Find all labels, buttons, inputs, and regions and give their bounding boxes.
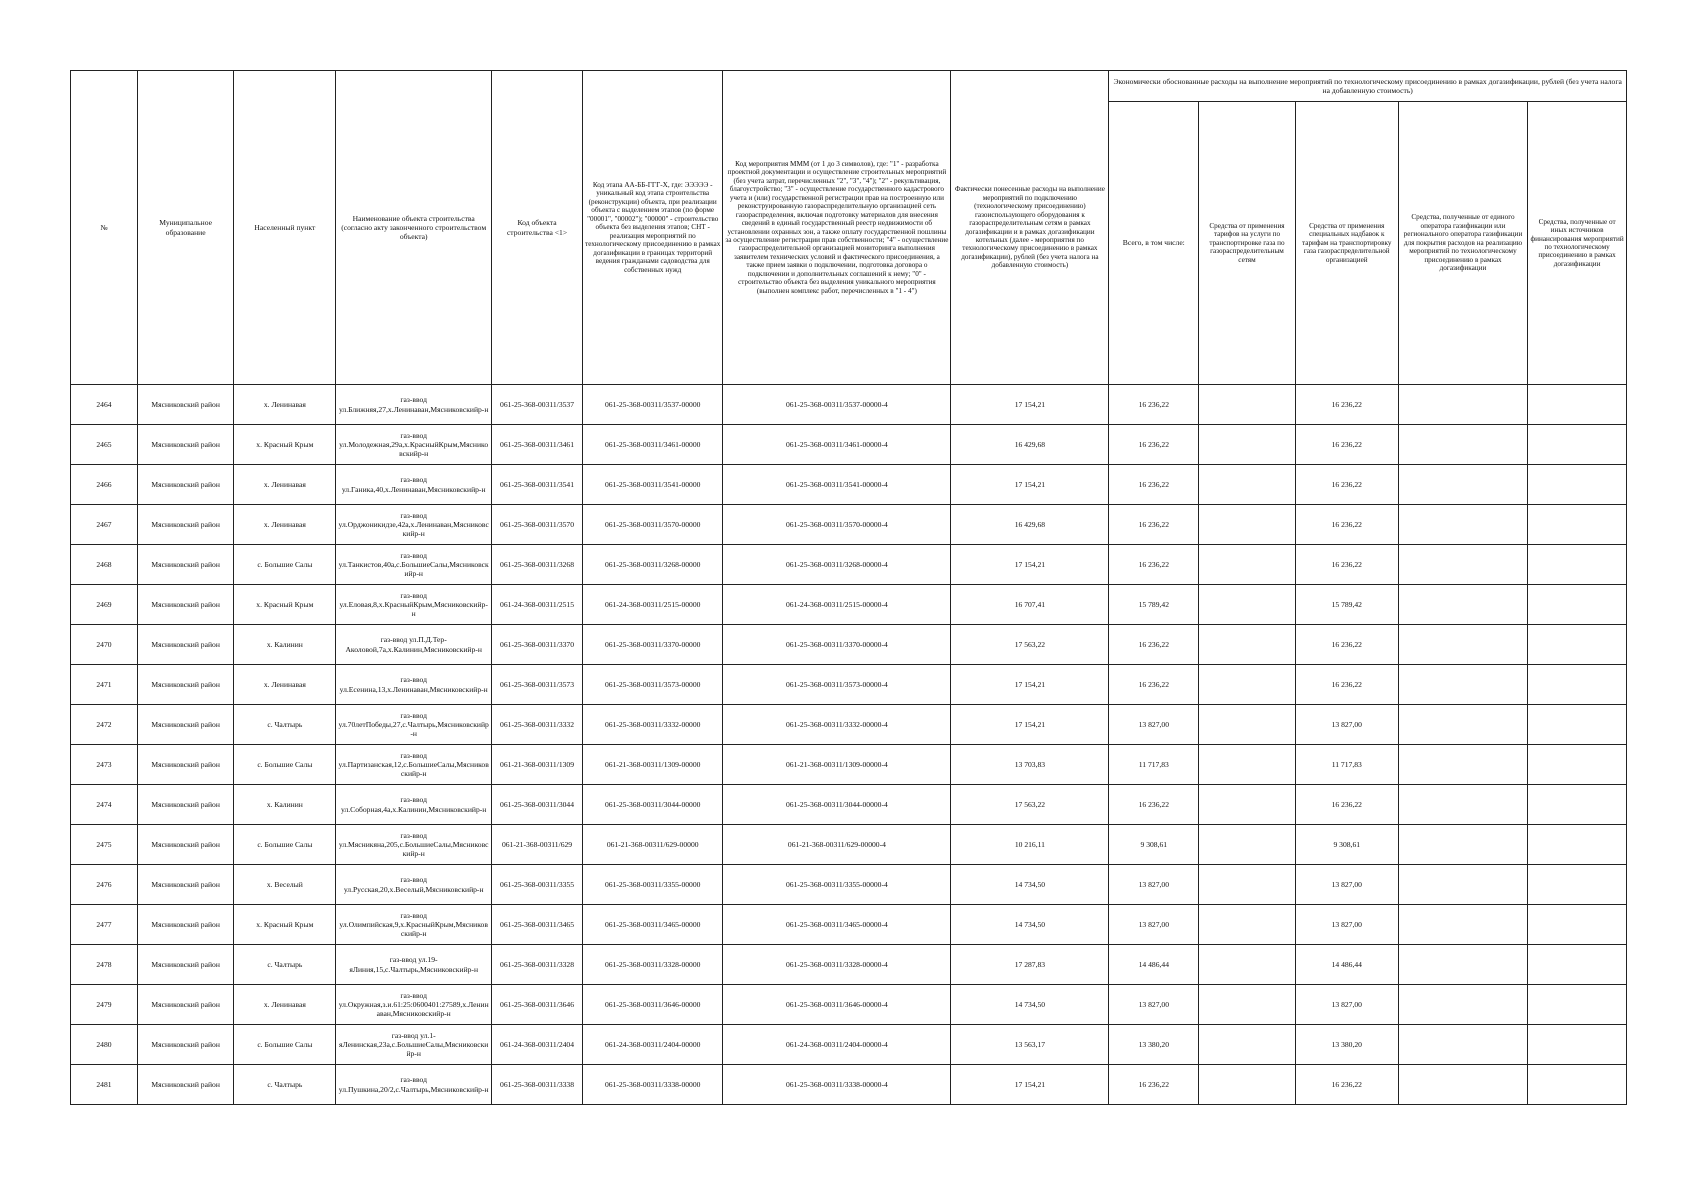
cell-surcharge-funds: 14 486,44 xyxy=(1295,945,1398,985)
cell-municipality: Мясниковский район xyxy=(137,745,233,785)
header-settlement: Населенный пункт xyxy=(234,71,336,385)
cell-stage-code: 061-25-368-00311/3332-00000 xyxy=(583,705,723,745)
cell-settlement: х. Ленинавая xyxy=(234,385,336,425)
cell-operator-funds xyxy=(1398,985,1527,1025)
table-row xyxy=(71,705,1627,745)
cell-surcharge-funds: 11 717,83 xyxy=(1295,745,1398,785)
cell-stage-code: 061-25-368-00311/3570-00000 xyxy=(583,505,723,545)
cell-settlement: с. Чалтырь xyxy=(234,705,336,745)
cell-operator-funds xyxy=(1398,545,1527,585)
cell-actual-costs: 17 154,21 xyxy=(951,545,1109,585)
cell-num: 2481 xyxy=(71,1065,138,1105)
cell-object-name: газ-ввод ул.Соборная,4а,х.Калинин,Мясниковскийр-н xyxy=(336,785,492,825)
cell-operator-funds xyxy=(1398,865,1527,905)
cell-operator-funds xyxy=(1398,745,1527,785)
cell-other-funds xyxy=(1528,945,1627,985)
header-object-name: Наименование объекта строительства (согласно акту законченного строительством объекта) xyxy=(336,71,492,385)
cell-settlement: х. Калинин xyxy=(234,785,336,825)
cell-other-funds xyxy=(1528,745,1627,785)
cell-total: 16 236,22 xyxy=(1109,505,1199,545)
cell-other-funds xyxy=(1528,545,1627,585)
cell-object-code: 061-25-368-00311/3465 xyxy=(492,905,583,945)
cell-other-funds xyxy=(1528,425,1627,465)
table-row xyxy=(71,425,1627,465)
cell-actual-costs: 13 703,83 xyxy=(951,745,1109,785)
cell-stage-code: 061-25-368-00311/3646-00000 xyxy=(583,985,723,1025)
cell-event-code: 061-25-368-00311/3646-00000-4 xyxy=(723,985,951,1025)
cell-object-name: газ-ввод ул.Мясникяна,205,с.БольшиеСалы,Мясниковскийр-н xyxy=(336,825,492,865)
table-row xyxy=(71,385,1627,425)
cell-actual-costs: 17 154,21 xyxy=(951,465,1109,505)
table-row xyxy=(71,585,1627,625)
cell-object-name: газ-ввод ул.П.Д.Тер-Аколовой,7а,х.Калинин,Мясниковскийр-н xyxy=(336,625,492,665)
cell-operator-funds xyxy=(1398,1025,1527,1065)
cell-total: 14 486,44 xyxy=(1109,945,1199,985)
table-row xyxy=(71,985,1627,1025)
cell-tariff-funds xyxy=(1199,625,1295,665)
cell-municipality: Мясниковский район xyxy=(137,1065,233,1105)
cell-total: 13 827,00 xyxy=(1109,905,1199,945)
cell-object-code: 061-25-368-00311/3541 xyxy=(492,465,583,505)
cell-total: 13 380,20 xyxy=(1109,1025,1199,1065)
cell-operator-funds xyxy=(1398,705,1527,745)
cell-event-code: 061-25-368-00311/3268-00000-4 xyxy=(723,545,951,585)
cell-settlement: х. Ленинавая xyxy=(234,985,336,1025)
cell-actual-costs: 17 154,21 xyxy=(951,385,1109,425)
cell-object-name: газ-ввод ул.Олимпийская,9,х.КрасныйКрым,Мясниковскийр-н xyxy=(336,905,492,945)
cell-municipality: Мясниковский район xyxy=(137,865,233,905)
cell-settlement: х. Веселый xyxy=(234,865,336,905)
cell-surcharge-funds: 16 236,22 xyxy=(1295,785,1398,825)
cell-num: 2466 xyxy=(71,465,138,505)
cell-actual-costs: 14 734,50 xyxy=(951,865,1109,905)
cell-event-code: 061-24-368-00311/2515-00000-4 xyxy=(723,585,951,625)
table-header xyxy=(71,71,1627,385)
cell-object-name: газ-ввод ул.Есенина,13,х.Ленинаван,Мясниковскийр-н xyxy=(336,665,492,705)
header-num: № xyxy=(71,71,138,385)
cell-tariff-funds xyxy=(1199,825,1295,865)
cell-object-name: газ-ввод ул.Танкистов,40а,с.БольшиеСалы,Мясниковскийр-н xyxy=(336,545,492,585)
cell-event-code: 061-24-368-00311/2404-00000-4 xyxy=(723,1025,951,1065)
cell-stage-code: 061-24-368-00311/2515-00000 xyxy=(583,585,723,625)
cell-total: 15 789,42 xyxy=(1109,585,1199,625)
cell-other-funds xyxy=(1528,465,1627,505)
cell-municipality: Мясниковский район xyxy=(137,1025,233,1065)
cell-other-funds xyxy=(1528,625,1627,665)
cell-operator-funds xyxy=(1398,465,1527,505)
cell-object-code: 061-25-368-00311/3461 xyxy=(492,425,583,465)
cell-municipality: Мясниковский район xyxy=(137,385,233,425)
cell-num: 2476 xyxy=(71,865,138,905)
cell-stage-code: 061-25-368-00311/3461-00000 xyxy=(583,425,723,465)
cell-object-code: 061-25-368-00311/3646 xyxy=(492,985,583,1025)
header-tariff-funds: Средства от применения тарифов на услуги по транспортировке газа по газораспределительным сетям xyxy=(1199,102,1295,385)
cell-actual-costs: 17 563,22 xyxy=(951,785,1109,825)
cell-settlement: с. Большие Салы xyxy=(234,545,336,585)
cell-actual-costs: 17 154,21 xyxy=(951,1065,1109,1105)
cell-stage-code: 061-21-368-00311/629-00000 xyxy=(583,825,723,865)
cell-object-code: 061-21-368-00311/629 xyxy=(492,825,583,865)
cell-actual-costs: 14 734,50 xyxy=(951,985,1109,1025)
cell-tariff-funds xyxy=(1199,465,1295,505)
table-row xyxy=(71,465,1627,505)
cell-settlement: с. Чалтырь xyxy=(234,945,336,985)
table-row xyxy=(71,625,1627,665)
cell-municipality: Мясниковский район xyxy=(137,985,233,1025)
cell-settlement: х. Красный Крым xyxy=(234,585,336,625)
cell-object-code: 061-25-368-00311/3268 xyxy=(492,545,583,585)
cell-tariff-funds xyxy=(1199,425,1295,465)
cell-object-name: газ-ввод ул.Ганика,40,х.Ленинаван,Мясниковскийр-н xyxy=(336,465,492,505)
cell-object-code: 061-21-368-00311/1309 xyxy=(492,745,583,785)
cell-surcharge-funds: 13 827,00 xyxy=(1295,985,1398,1025)
cell-event-code: 061-21-368-00311/1309-00000-4 xyxy=(723,745,951,785)
table-body xyxy=(71,385,1627,1105)
table-row xyxy=(71,665,1627,705)
cell-total: 16 236,22 xyxy=(1109,785,1199,825)
cell-object-code: 061-25-368-00311/3044 xyxy=(492,785,583,825)
cell-municipality: Мясниковский район xyxy=(137,785,233,825)
cell-operator-funds xyxy=(1398,905,1527,945)
header-actual-costs: Фактически понесенные расходы на выполнение мероприятий по подключению (технологическому присоединению) газоиспользующего оборудования к газораспределительным сетям в рамках догазификации и в рамках догазификации котельных (далее - мероприятия по технологическому присоединению в рамках догазификации), рублей (без учета налога на добавленную стоимость) xyxy=(951,71,1109,385)
cell-other-funds xyxy=(1528,985,1627,1025)
header-operator-funds: Средства, полученные от единого оператора газификации или регионального оператора газификации для покрытия расходов на реализацию мероприятий по технологическому присоединению в рамках догазификации xyxy=(1398,102,1527,385)
header-municipality: Муниципальное образование xyxy=(137,71,233,385)
cell-object-name: газ-ввод ул.Партизанская,12,с.БольшиеСалы,Мясниковскийр-н xyxy=(336,745,492,785)
cell-num: 2480 xyxy=(71,1025,138,1065)
cell-settlement: с. Большие Салы xyxy=(234,1025,336,1065)
cell-actual-costs: 17 563,22 xyxy=(951,625,1109,665)
cell-municipality: Мясниковский район xyxy=(137,425,233,465)
cell-num: 2472 xyxy=(71,705,138,745)
cell-object-code: 061-25-368-00311/3328 xyxy=(492,945,583,985)
cell-total: 16 236,22 xyxy=(1109,545,1199,585)
cell-total: 13 827,00 xyxy=(1109,865,1199,905)
cell-stage-code: 061-25-368-00311/3465-00000 xyxy=(583,905,723,945)
cell-tariff-funds xyxy=(1199,585,1295,625)
cell-surcharge-funds: 13 827,00 xyxy=(1295,865,1398,905)
cell-total: 11 717,83 xyxy=(1109,745,1199,785)
cell-num: 2477 xyxy=(71,905,138,945)
cell-tariff-funds xyxy=(1199,705,1295,745)
cell-operator-funds xyxy=(1398,625,1527,665)
cell-other-funds xyxy=(1528,825,1627,865)
cell-settlement: с. Большие Салы xyxy=(234,745,336,785)
cell-object-name: газ-ввод ул.Еловая,8,х.КрасныйКрым,Мясниковскийр-н xyxy=(336,585,492,625)
cell-actual-costs: 17 154,21 xyxy=(951,705,1109,745)
cell-operator-funds xyxy=(1398,785,1527,825)
table-row xyxy=(71,545,1627,585)
cell-surcharge-funds: 13 827,00 xyxy=(1295,905,1398,945)
cell-object-code: 061-25-368-00311/3355 xyxy=(492,865,583,905)
cell-surcharge-funds: 9 308,61 xyxy=(1295,825,1398,865)
cell-stage-code: 061-25-368-00311/3268-00000 xyxy=(583,545,723,585)
cell-operator-funds xyxy=(1398,945,1527,985)
cell-tariff-funds xyxy=(1199,865,1295,905)
cell-stage-code: 061-24-368-00311/2404-00000 xyxy=(583,1025,723,1065)
cell-total: 16 236,22 xyxy=(1109,665,1199,705)
cell-tariff-funds xyxy=(1199,945,1295,985)
cell-surcharge-funds: 16 236,22 xyxy=(1295,665,1398,705)
cell-other-funds xyxy=(1528,865,1627,905)
cell-operator-funds xyxy=(1398,825,1527,865)
cell-actual-costs: 14 734,50 xyxy=(951,905,1109,945)
cell-total: 16 236,22 xyxy=(1109,425,1199,465)
cell-municipality: Мясниковский район xyxy=(137,705,233,745)
cell-municipality: Мясниковский район xyxy=(137,825,233,865)
table-row xyxy=(71,1065,1627,1105)
cell-settlement: х. Ленинавая xyxy=(234,505,336,545)
cell-object-code: 061-24-368-00311/2515 xyxy=(492,585,583,625)
cell-object-name: газ-ввод ул.Русская,20,х.Веселый,Мясниковскийр-н xyxy=(336,865,492,905)
cell-surcharge-funds: 16 236,22 xyxy=(1295,385,1398,425)
cell-object-name: газ-ввод ул.70летПобеды,27,с.Чалтырь,Мясниковскийр-н xyxy=(336,705,492,745)
cell-object-name: газ-ввод ул.Орджоникидзе,42а,х.Ленинаван,Мясниковскийр-н xyxy=(336,505,492,545)
cell-num: 2475 xyxy=(71,825,138,865)
cell-object-name: газ-ввод ул.Пушкина,20/2,с.Чалтырь,Мясниковскийр-н xyxy=(336,1065,492,1105)
cell-object-code: 061-24-368-00311/2404 xyxy=(492,1025,583,1065)
cell-actual-costs: 13 563,17 xyxy=(951,1025,1109,1065)
cell-object-name: газ-ввод ул.Ближняя,27,х.Ленинаван,Мясниковскийр-н xyxy=(336,385,492,425)
cell-num: 2469 xyxy=(71,585,138,625)
cell-object-code: 061-25-368-00311/3338 xyxy=(492,1065,583,1105)
cell-event-code: 061-25-368-00311/3573-00000-4 xyxy=(723,665,951,705)
cell-tariff-funds xyxy=(1199,985,1295,1025)
table-row xyxy=(71,865,1627,905)
cell-object-name: газ-ввод ул.1-яЛенинская,23а,с.БольшиеСалы,Мясниковскийр-н xyxy=(336,1025,492,1065)
cell-stage-code: 061-25-368-00311/3328-00000 xyxy=(583,945,723,985)
document-sheet xyxy=(70,70,1627,1105)
cell-num: 2471 xyxy=(71,665,138,705)
cell-tariff-funds xyxy=(1199,665,1295,705)
header-surcharge-funds: Средства от применения специальных надбавок к тарифам на транспортировку газа газораспределительной организацией xyxy=(1295,102,1398,385)
cell-other-funds xyxy=(1528,385,1627,425)
cell-settlement: х. Калинин xyxy=(234,625,336,665)
cell-other-funds xyxy=(1528,1065,1627,1105)
cell-settlement: х. Красный Крым xyxy=(234,905,336,945)
cell-stage-code: 061-25-368-00311/3573-00000 xyxy=(583,665,723,705)
cell-tariff-funds xyxy=(1199,505,1295,545)
cell-municipality: Мясниковский район xyxy=(137,625,233,665)
header-total: Всего, в том числе: xyxy=(1109,102,1199,385)
cell-settlement: х. Ленинавая xyxy=(234,665,336,705)
cell-municipality: Мясниковский район xyxy=(137,585,233,625)
cell-other-funds xyxy=(1528,505,1627,545)
cell-operator-funds xyxy=(1398,585,1527,625)
cell-operator-funds xyxy=(1398,1065,1527,1105)
cell-other-funds xyxy=(1528,905,1627,945)
cell-municipality: Мясниковский район xyxy=(137,505,233,545)
cell-total: 16 236,22 xyxy=(1109,625,1199,665)
cell-total: 9 308,61 xyxy=(1109,825,1199,865)
table-row xyxy=(71,785,1627,825)
cell-tariff-funds xyxy=(1199,545,1295,585)
cell-stage-code: 061-25-368-00311/3370-00000 xyxy=(583,625,723,665)
cell-operator-funds xyxy=(1398,665,1527,705)
cell-actual-costs: 17 287,83 xyxy=(951,945,1109,985)
cell-num: 2465 xyxy=(71,425,138,465)
table-row xyxy=(71,1025,1627,1065)
cell-tariff-funds xyxy=(1199,745,1295,785)
cell-stage-code: 061-25-368-00311/3044-00000 xyxy=(583,785,723,825)
cell-surcharge-funds: 16 236,22 xyxy=(1295,505,1398,545)
cell-event-code: 061-25-368-00311/3461-00000-4 xyxy=(723,425,951,465)
cell-stage-code: 061-25-368-00311/3541-00000 xyxy=(583,465,723,505)
cell-total: 16 236,22 xyxy=(1109,385,1199,425)
cell-num: 2479 xyxy=(71,985,138,1025)
cell-other-funds xyxy=(1528,665,1627,705)
cell-num: 2478 xyxy=(71,945,138,985)
table-row xyxy=(71,825,1627,865)
cell-event-code: 061-25-368-00311/3355-00000-4 xyxy=(723,865,951,905)
header-stage-code: Код этапа АА-ББ-ГГГ-Х, где: ЭЭЭЭЭ - уникальный код этапа строительства (реконструкции) объекта, при реализации объекта с выделением этапов (по форме "00001", "00002"); "00000" - строительство объекта без выделения этапов; СНТ - реализация мероприятий по технологическому присоединению в рамках догазификации в границах территорий ведения гражданами садоводства для собственных нужд xyxy=(583,71,723,385)
header-event-code: Код мероприятия МММ (от 1 до 3 символов), где: "1" - разработка проектной документации и осуществление строительных мероприятий (без учета затрат, перечисленных "2", "3", "4"); "2" - рекультивация, благоустройство; "3" - осуществление государственного кадастрового учета и (или) государственной регистрации прав на построенную или реконструированную газораспределительную организацией сеть газораспределения, включая подготовку материалов для внесения сведений в единый государственный реестр недвижимости об установлении охранных зон, а также оплату государственной пошлины за осуществление регистрации прав собственности; "4" - осуществление газораспределительной организацией мониторинга выполнения заявителем технических условий и фактического присоединения, а также прием заявки о подключении, подготовка договора о подключении и дополнительных соглашений к нему; "0" - строительство объекта без выделения уникального мероприятия (выполнен комплекс работ, перечисленных в "1 - 4") xyxy=(723,71,951,385)
table-row xyxy=(71,905,1627,945)
table-row xyxy=(71,745,1627,785)
cell-object-code: 061-25-368-00311/3537 xyxy=(492,385,583,425)
cell-event-code: 061-25-368-00311/3570-00000-4 xyxy=(723,505,951,545)
cell-surcharge-funds: 16 236,22 xyxy=(1295,465,1398,505)
cell-operator-funds xyxy=(1398,505,1527,545)
header-object-code: Код объекта строительства <1> xyxy=(492,71,583,385)
cell-surcharge-funds: 16 236,22 xyxy=(1295,545,1398,585)
cell-num: 2470 xyxy=(71,625,138,665)
cell-num: 2464 xyxy=(71,385,138,425)
table-row xyxy=(71,505,1627,545)
cell-municipality: Мясниковский район xyxy=(137,545,233,585)
cell-event-code: 061-25-368-00311/3465-00000-4 xyxy=(723,905,951,945)
cell-municipality: Мясниковский район xyxy=(137,905,233,945)
cell-settlement: с. Большие Салы xyxy=(234,825,336,865)
cell-settlement: с. Чалтырь xyxy=(234,1065,336,1105)
cell-other-funds xyxy=(1528,585,1627,625)
cell-event-code: 061-25-368-00311/3328-00000-4 xyxy=(723,945,951,985)
cell-total: 16 236,22 xyxy=(1109,1065,1199,1105)
cell-surcharge-funds: 16 236,22 xyxy=(1295,1065,1398,1105)
cell-surcharge-funds: 16 236,22 xyxy=(1295,625,1398,665)
cell-stage-code: 061-25-368-00311/3537-00000 xyxy=(583,385,723,425)
cell-tariff-funds xyxy=(1199,905,1295,945)
cell-municipality: Мясниковский район xyxy=(137,465,233,505)
cell-actual-costs: 16 429,68 xyxy=(951,505,1109,545)
cell-other-funds xyxy=(1528,785,1627,825)
cell-event-code: 061-25-368-00311/3338-00000-4 xyxy=(723,1065,951,1105)
cell-object-code: 061-25-368-00311/3370 xyxy=(492,625,583,665)
dogasification-costs-table xyxy=(70,70,1627,1105)
cell-num: 2473 xyxy=(71,745,138,785)
cell-actual-costs: 16 707,41 xyxy=(951,585,1109,625)
cell-event-code: 061-25-368-00311/3370-00000-4 xyxy=(723,625,951,665)
cell-object-code: 061-25-368-00311/3573 xyxy=(492,665,583,705)
cell-tariff-funds xyxy=(1199,1065,1295,1105)
header-other-funds: Средства, полученные от иных источников финансирования мероприятий по технологическому присоединению в рамках догазификации xyxy=(1528,102,1627,385)
cell-actual-costs: 16 429,68 xyxy=(951,425,1109,465)
cell-event-code: 061-25-368-00311/3537-00000-4 xyxy=(723,385,951,425)
cell-tariff-funds xyxy=(1199,785,1295,825)
cell-total: 13 827,00 xyxy=(1109,985,1199,1025)
cell-object-code: 061-25-368-00311/3570 xyxy=(492,505,583,545)
cell-actual-costs: 17 154,21 xyxy=(951,665,1109,705)
cell-other-funds xyxy=(1528,1025,1627,1065)
cell-surcharge-funds: 13 827,00 xyxy=(1295,705,1398,745)
cell-object-name: газ-ввод ул.Окружная,з.и.61:25:0600401:27589,х.Ленинаван,Мясниковскийр-н xyxy=(336,985,492,1025)
cell-event-code: 061-25-368-00311/3044-00000-4 xyxy=(723,785,951,825)
cell-event-code: 061-21-368-00311/629-00000-4 xyxy=(723,825,951,865)
cell-operator-funds xyxy=(1398,425,1527,465)
cell-stage-code: 061-25-368-00311/3355-00000 xyxy=(583,865,723,905)
cell-event-code: 061-25-368-00311/3332-00000-4 xyxy=(723,705,951,745)
cell-object-name: газ-ввод ул.Молодежная,29а,х.КрасныйКрым,Мясниковскийр-н xyxy=(336,425,492,465)
cell-stage-code: 061-25-368-00311/3338-00000 xyxy=(583,1065,723,1105)
cell-total: 16 236,22 xyxy=(1109,465,1199,505)
cell-surcharge-funds: 15 789,42 xyxy=(1295,585,1398,625)
cell-municipality: Мясниковский район xyxy=(137,665,233,705)
cell-total: 13 827,00 xyxy=(1109,705,1199,745)
cell-event-code: 061-25-368-00311/3541-00000-4 xyxy=(723,465,951,505)
cell-operator-funds xyxy=(1398,385,1527,425)
cell-object-name: газ-ввод ул.19-яЛиния,15,с.Чалтырь,Мясниковскийр-н xyxy=(336,945,492,985)
cell-other-funds xyxy=(1528,705,1627,745)
cell-municipality: Мясниковский район xyxy=(137,945,233,985)
cell-surcharge-funds: 16 236,22 xyxy=(1295,425,1398,465)
table-row xyxy=(71,945,1627,985)
header-economic-costs-group: Экономически обоснованные расходы на выполнение мероприятий по технологическому присоединению в рамках догазификации, рублей (без учета налога на добавленную стоимость) xyxy=(1109,71,1627,102)
cell-num: 2468 xyxy=(71,545,138,585)
cell-num: 2467 xyxy=(71,505,138,545)
cell-actual-costs: 10 216,11 xyxy=(951,825,1109,865)
cell-stage-code: 061-21-368-00311/1309-00000 xyxy=(583,745,723,785)
cell-tariff-funds xyxy=(1199,385,1295,425)
cell-object-code: 061-25-368-00311/3332 xyxy=(492,705,583,745)
cell-surcharge-funds: 13 380,20 xyxy=(1295,1025,1398,1065)
cell-settlement: х. Красный Крым xyxy=(234,425,336,465)
cell-settlement: х. Ленинавая xyxy=(234,465,336,505)
cell-num: 2474 xyxy=(71,785,138,825)
cell-tariff-funds xyxy=(1199,1025,1295,1065)
